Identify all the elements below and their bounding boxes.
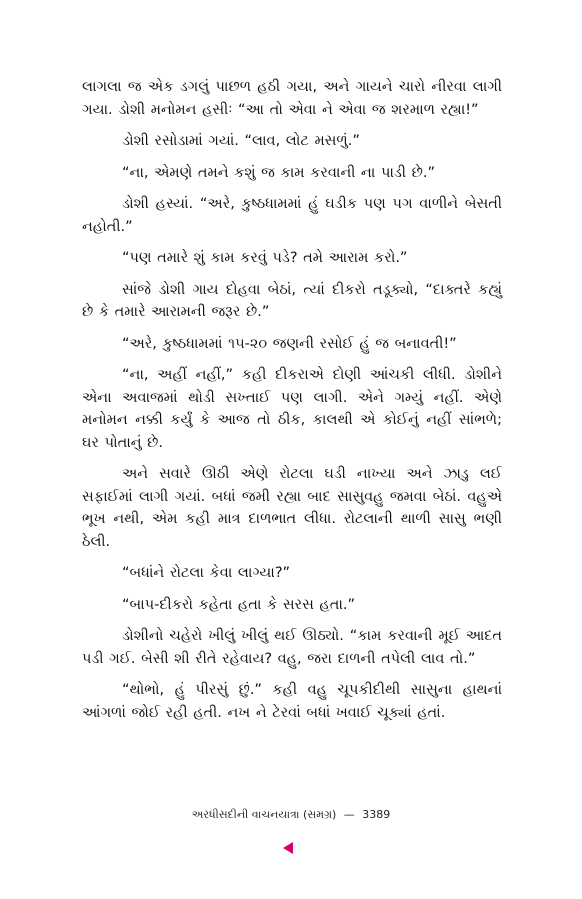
- footer-separator: —: [343, 808, 355, 821]
- paragraph-5: “પણ તમારે શું કામ કરવું પડે? તમે આરામ કરો.”: [122, 250, 408, 266]
- page-body: [82, 76, 502, 733]
- paragraph-11: “બાપ-દીકરો કહેતા હતા કે સરસ હતા.”: [122, 596, 356, 613]
- page-number: 3389: [362, 808, 391, 821]
- paragraph-4: ડોશી હસ્યાં. “અરે, કુષ્ઠધામમાં હું ઘડીક પણ પગ વાળીને બેસતી નહોતી.”: [82, 196, 502, 235]
- paragraph-7: “અરે, કુષ્ઠધામમાં ૧૫-૨૦ જણની રસોઈ હું જ બનાવતી!”: [122, 335, 457, 352]
- paragraph-10: “બધાંને રોટલા કેવા લાગ્યા?”: [122, 565, 291, 581]
- previous-page-arrow-icon[interactable]: [283, 842, 293, 854]
- paragraph-12: ડોશીનો ચહેરો ખીલું ખીલું થઈ ઊઠ્યો. “કામ કરવાની મૂઈ આદત પડી ગઈ. બેસી શી રીતે રહેવાય? વહુ, જરા દાળની તપેલી લાવ તો.”: [82, 628, 502, 667]
- paragraph-9: અને સવારે ઊઠી એણે રોટલા ઘડી નાખ્યા અને ઝાડુ લઈ સફાઈમાં લાગી ગયાં. બધાં જમી રહ્યા બાદ સાસુવહુ જમવા બેઠાં. વહુએ ભૂખ નથી, એમ કહી માત્ર દાળભાત લીધા. રોટલાની થાળી સાસુ ભણી ઠેલી.: [82, 466, 502, 550]
- book-title: અરધીસદીની વાચનયાત્રા (સમગ્ર): [191, 808, 337, 821]
- paragraph-8: “ના, અહીં નહીં,” કહી દીકરાએ દોણી આંચકી લીધી. ડોશીને એના અવાજમાં થોડી સખ્તાઈ પણ લાગી. એને ગમ્યું નહીં. એણે મનોમન નક્કી કર્યું કે આજ તો ઠીક, કાલથી એ કોઈનું નહીં સાંભળે; ઘર પોતાનું છે.: [82, 367, 502, 451]
- paragraph-13: “થોભો, હું પીરસું છું.” કહી વહુ ચૂપકીદીથી સાસુના હાથનાં આંગળાં જોઈ રહી હતી. નખ ને ટેરવાં બધાં ખવાઈ ચૂક્યાં હતાં.: [82, 682, 502, 721]
- page-footer: [0, 808, 582, 822]
- paragraph-6: સાંજે ડોશી ગાય દોહવા બેઠાં, ત્યાં દીકરો તડૂક્યો, “દાક્તરે કહ્યું છે કે તમારે આરામની જરૂર છે.”: [82, 281, 502, 320]
- paragraph-3: “ના, એમણે તમને કશું જ કામ કરવાની ના પાડી છે.”: [122, 164, 435, 181]
- paragraph-1: લાગલા જ એક ડગલું પાછળ હઠી ગયા, અને ગાયને ચારો નીરવા લાગી ગયા. ડોશી મનોમન હસીઃ “આ તો એવા ને એવા જ શરમાળ રહ્યા!”: [82, 79, 502, 118]
- paragraph-2: ડોશી રસોડામાં ગયાં. “લાવ, લોટ મસળું.”: [122, 133, 360, 149]
